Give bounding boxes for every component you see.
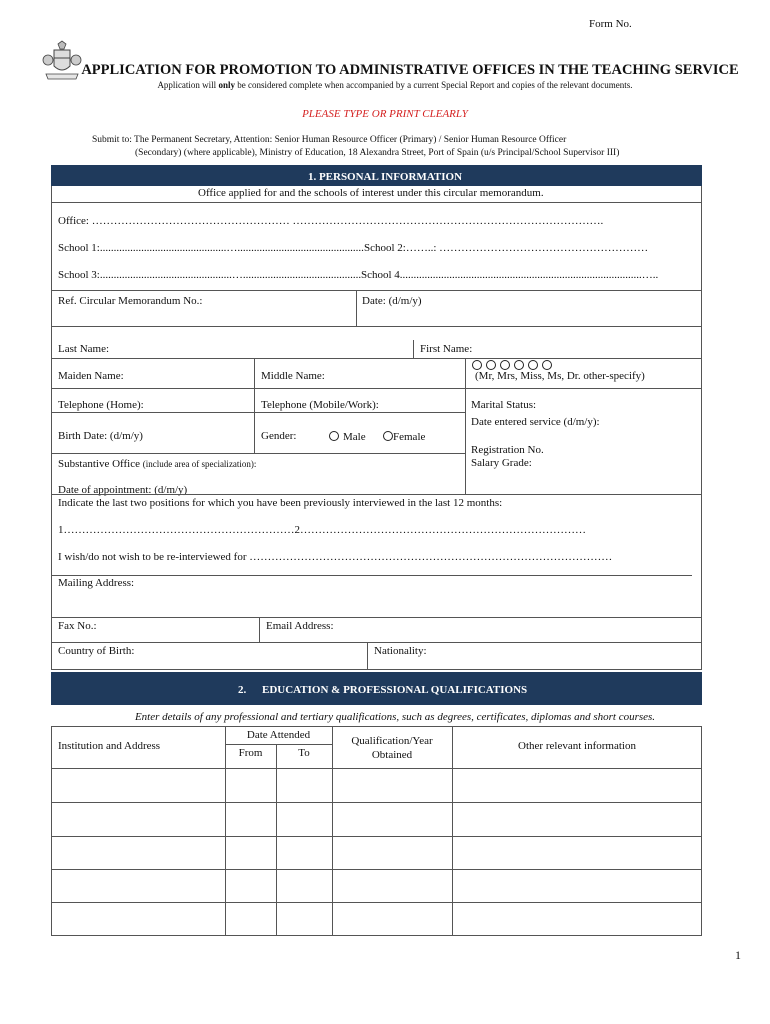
reinterview-field[interactable]: I wish/do not wish to be re-interviewed for ………………………………………………………………………………………: [58, 551, 613, 563]
section2-number: 2.: [238, 684, 247, 696]
form-number-label: Form No.: [589, 18, 632, 30]
title-ms-radio[interactable]: [514, 360, 524, 370]
section2-heading: EDUCATION & PROFESSIONAL QUALIFICATIONS: [262, 684, 528, 696]
last-name-field[interactable]: Last Name:: [58, 343, 110, 355]
gender-male-label: Male: [343, 431, 366, 443]
gender-female-label: Female: [393, 431, 426, 443]
previous-interviews-label: Indicate the last two positions for which you have been previously interviewed in the last 12 months:: [58, 497, 503, 509]
submit-instruction-line2: (Secondary) (where applicable), Ministry of Education, 18 Alexandra Street, Port of Spain (u/s Principal/School Supervisor III): [135, 148, 620, 158]
title-mrs-radio[interactable]: [486, 360, 496, 370]
section2-intro: Enter details of any professional and tertiary qualifications, such as degrees, certificates, diplomas and short courses.: [134, 711, 656, 723]
telephone-mobile-field[interactable]: Telephone (Mobile/Work):: [261, 399, 379, 411]
submit-instruction-line1: Submit to: The Permanent Secretary, Attention: Senior Human Resource Officer (Primary) / Senior Human Resource Officer: [92, 135, 567, 145]
col-to-header: To: [298, 747, 310, 759]
title-mr-radio[interactable]: [472, 360, 482, 370]
form-subtitle: Application will only be considered complete when accompanied by a current Special Report and copies of the relevant documents.: [157, 80, 633, 90]
section1-intro: Office applied for and the schools of interest under this circular memorandum.: [198, 187, 544, 199]
fax-field[interactable]: Fax No.:: [58, 620, 97, 632]
table-row[interactable]: [52, 903, 701, 935]
col-other-header: Other relevant information: [518, 740, 636, 752]
email-field[interactable]: Email Address:: [266, 620, 334, 632]
substantive-office-field[interactable]: Substantive Office (include area of specialization):: [58, 458, 257, 470]
school1-field[interactable]: School 1:..............................................…..............................................: [58, 242, 364, 254]
date-entered-service-field[interactable]: Date entered service (d/m/y):: [471, 416, 600, 428]
birth-date-field[interactable]: Birth Date: (d/m/y): [58, 430, 143, 442]
gender-label: Gender:: [261, 430, 297, 442]
title-dr-radio[interactable]: [528, 360, 538, 370]
col-institution-header: Institution and Address: [58, 740, 161, 752]
gender-male-option[interactable]: [329, 427, 366, 445]
date-of-appointment-field[interactable]: Date of appointment: (d/m/y): [58, 484, 188, 496]
middle-name-field[interactable]: Middle Name:: [261, 370, 325, 382]
print-instruction: PLEASE TYPE OR PRINT CLEARLY: [302, 108, 468, 120]
ref-circular-field[interactable]: Ref. Circular Memorandum No.:: [58, 295, 203, 307]
table-row[interactable]: [52, 870, 701, 902]
salary-grade-field[interactable]: Salary Grade:: [471, 457, 532, 469]
title-other-radio[interactable]: [542, 360, 552, 370]
table-row[interactable]: [52, 837, 701, 869]
school4-field[interactable]: School 4........................................................................................…..: [361, 269, 659, 281]
title-miss-radio[interactable]: [500, 360, 510, 370]
date-field[interactable]: Date: (d/m/y): [362, 295, 422, 307]
gender-female-option[interactable]: [383, 427, 425, 445]
table-row[interactable]: [52, 803, 701, 836]
marital-status-field[interactable]: Marital Status:: [471, 399, 537, 411]
form-title: APPLICATION FOR PROMOTION TO ADMINISTRATIVE OFFICES IN THE TEACHING SERVICE: [81, 62, 739, 78]
gender-female-radio[interactable]: [383, 431, 393, 441]
col-from-header: From: [238, 747, 263, 759]
country-of-birth-field[interactable]: Country of Birth:: [58, 645, 135, 657]
telephone-home-field[interactable]: Telephone (Home):: [58, 399, 144, 411]
table-row[interactable]: [52, 769, 701, 802]
personal-information-section: [51, 165, 702, 670]
gender-male-radio[interactable]: [329, 431, 339, 441]
section1-heading: 1. PERSONAL INFORMATION: [307, 171, 463, 183]
school2-field[interactable]: School 2:……..: …………………………………………………: [364, 242, 649, 254]
col-qualification-header: Qualification/Year Obtained: [351, 735, 433, 761]
registration-number-field[interactable]: Registration No.: [471, 444, 544, 456]
maiden-name-field[interactable]: Maiden Name:: [58, 370, 124, 382]
col-date-attended-header: Date Attended: [246, 729, 311, 741]
first-name-field[interactable]: First Name:: [420, 343, 473, 355]
nationality-field[interactable]: Nationality:: [374, 645, 427, 657]
school3-field[interactable]: School 3:................................................…...........................................: [58, 269, 362, 281]
mailing-address-field[interactable]: Mailing Address:: [58, 577, 135, 589]
title-options-label: (Mr, Mrs, Miss, Ms, Dr. other-specify): [475, 370, 645, 382]
page-number: 1: [735, 948, 741, 962]
previous-positions-field[interactable]: 1………………………………………………………2……………………………………………………………………: [58, 524, 586, 536]
office-field[interactable]: Office: ……………………………………………… ………………………………………………………………………….: [58, 215, 604, 227]
